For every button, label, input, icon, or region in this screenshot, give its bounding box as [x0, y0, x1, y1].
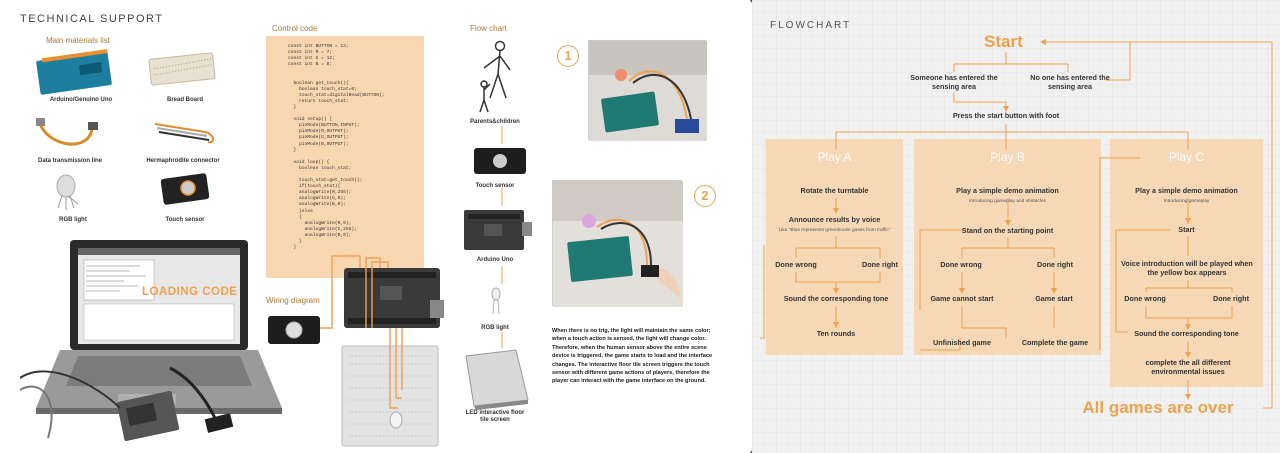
material-label-connector: Hermaphrodite connector — [146, 158, 220, 164]
flowchart-start: Start — [984, 32, 1023, 51]
play-b-stand: Stand on the starting point — [961, 226, 1054, 235]
node-no-one-entered: No one has entered the sensing area — [1030, 73, 1110, 91]
description-paragraph-2: Therefore, when the human sensor above the entire scene device is triggered, the game starts to load and the interface changes. The interactive floor tile screen triggers the touch sensor with different game actions of players, therefore the player can interact with the game interface on the ground. — [552, 344, 713, 385]
flow-chart-title: Flow chart — [470, 24, 507, 33]
play-a-announce-example: Like "Blue represents greenhouse gases from traffic" — [778, 228, 891, 233]
play-c-demo-sub: Introducing gameplay — [1163, 199, 1210, 204]
material-label-data-line: Data transmission line — [37, 158, 103, 164]
play-b-game-start: Game start — [1035, 294, 1073, 303]
material-label-rgb-light: RGB light — [59, 217, 87, 223]
play-c-start: Start — [1178, 225, 1195, 234]
play-a-announce: Announce results by voice — [788, 215, 881, 224]
photo-number-2: 2 — [694, 185, 716, 207]
play-b-title: Play B — [990, 150, 1025, 164]
play-c-wrong: Done wrong — [1124, 294, 1166, 303]
flow-label-touch-sensor: Touch sensor — [475, 183, 515, 189]
control-code-title: Control code — [272, 24, 318, 33]
play-a-right: Done right — [862, 260, 898, 269]
play-c-tone: Sound the corresponding tone — [1134, 329, 1239, 338]
material-label-touch-sensor: Touch sensor — [165, 217, 205, 223]
loading-code-label: LOADING CODE — [142, 286, 238, 298]
flow-label-rgb: RGB light — [481, 325, 509, 331]
play-b-demo: Play a simple demo animation — [956, 186, 1059, 195]
play-c-complete: complete the all different environmental issues — [1145, 358, 1231, 376]
photo-number-1: 1 — [557, 45, 579, 67]
flow-label-floor-screen: LED interactive floor tile screen — [465, 410, 525, 423]
play-a-tone: Sound the corresponding tone — [783, 294, 889, 303]
material-label-arduino: Arduino/Genuino Uno — [49, 97, 113, 103]
play-c-title: Play C — [1168, 150, 1205, 164]
node-someone-entered: Someone has entered the sensing area — [910, 73, 998, 91]
play-b-cannot-start: Game cannot start — [930, 294, 994, 303]
flow-label-parents: Parents&children — [470, 119, 520, 125]
play-b-right: Done right — [1037, 260, 1073, 269]
play-a-rotate: Rotate the turntable — [800, 186, 869, 195]
play-b-complete: Complete the game — [1021, 338, 1089, 347]
wiring-diagram-title: Wiring diagram — [266, 296, 320, 305]
control-code-text: const int BUTTON = 13; const int R = 7; const int G = 12; const int B = 8; boolean get_touch(){ boolean touch_stat=0; touch_stat=digitalRead(BUTTON); return touch_stat; } void setup() { pinMode(BUTTON,INPUT); pinMode(R,OUTPUT); pinMode(G,OUTPUT); pinMode(B,OUTPUT); } void loop() { boolean touch_stat; touch_stat=get_touch(); if(touch_stat){ analogWrite(R,255); analogWrite(G,0); analogWrite(B,0); }else { analogWrite(R,0); analogWrite(G,255); analogWrite(B,0); } } — [288, 44, 385, 251]
play-c-right: Done right — [1213, 294, 1249, 303]
description-paragraph-1: When there is no trig, the light will maintain the same color; when a touch action is sensed, the light will change color. — [552, 328, 711, 343]
flow-label-arduino: Arduino Uno — [476, 257, 514, 263]
play-c-voice: Voice introduction will be played when the yellow box appears — [1121, 259, 1253, 277]
flowchart-title: FLOWCHART — [770, 20, 852, 31]
play-b-wrong: Done wrong — [940, 260, 982, 269]
technical-support-title: TECHNICAL SUPPORT — [20, 13, 164, 25]
materials-list-title: Main materials list — [46, 36, 111, 45]
flowchart-end: All games are over — [1082, 398, 1234, 417]
play-b-unfinished: Unfinished game — [933, 338, 991, 347]
play-a-rounds: Ten rounds — [816, 329, 856, 338]
play-a-title: Play A — [817, 150, 852, 164]
node-press-start: Press the start button with foot — [952, 111, 1060, 120]
material-label-breadboard: Bread Board — [166, 97, 203, 103]
play-a-wrong: Done wrong — [775, 260, 817, 269]
play-b-demo-sub: Introducing gameplay and obstacles — [969, 199, 1046, 204]
play-c-demo: Play a simple demo animation — [1135, 186, 1238, 195]
